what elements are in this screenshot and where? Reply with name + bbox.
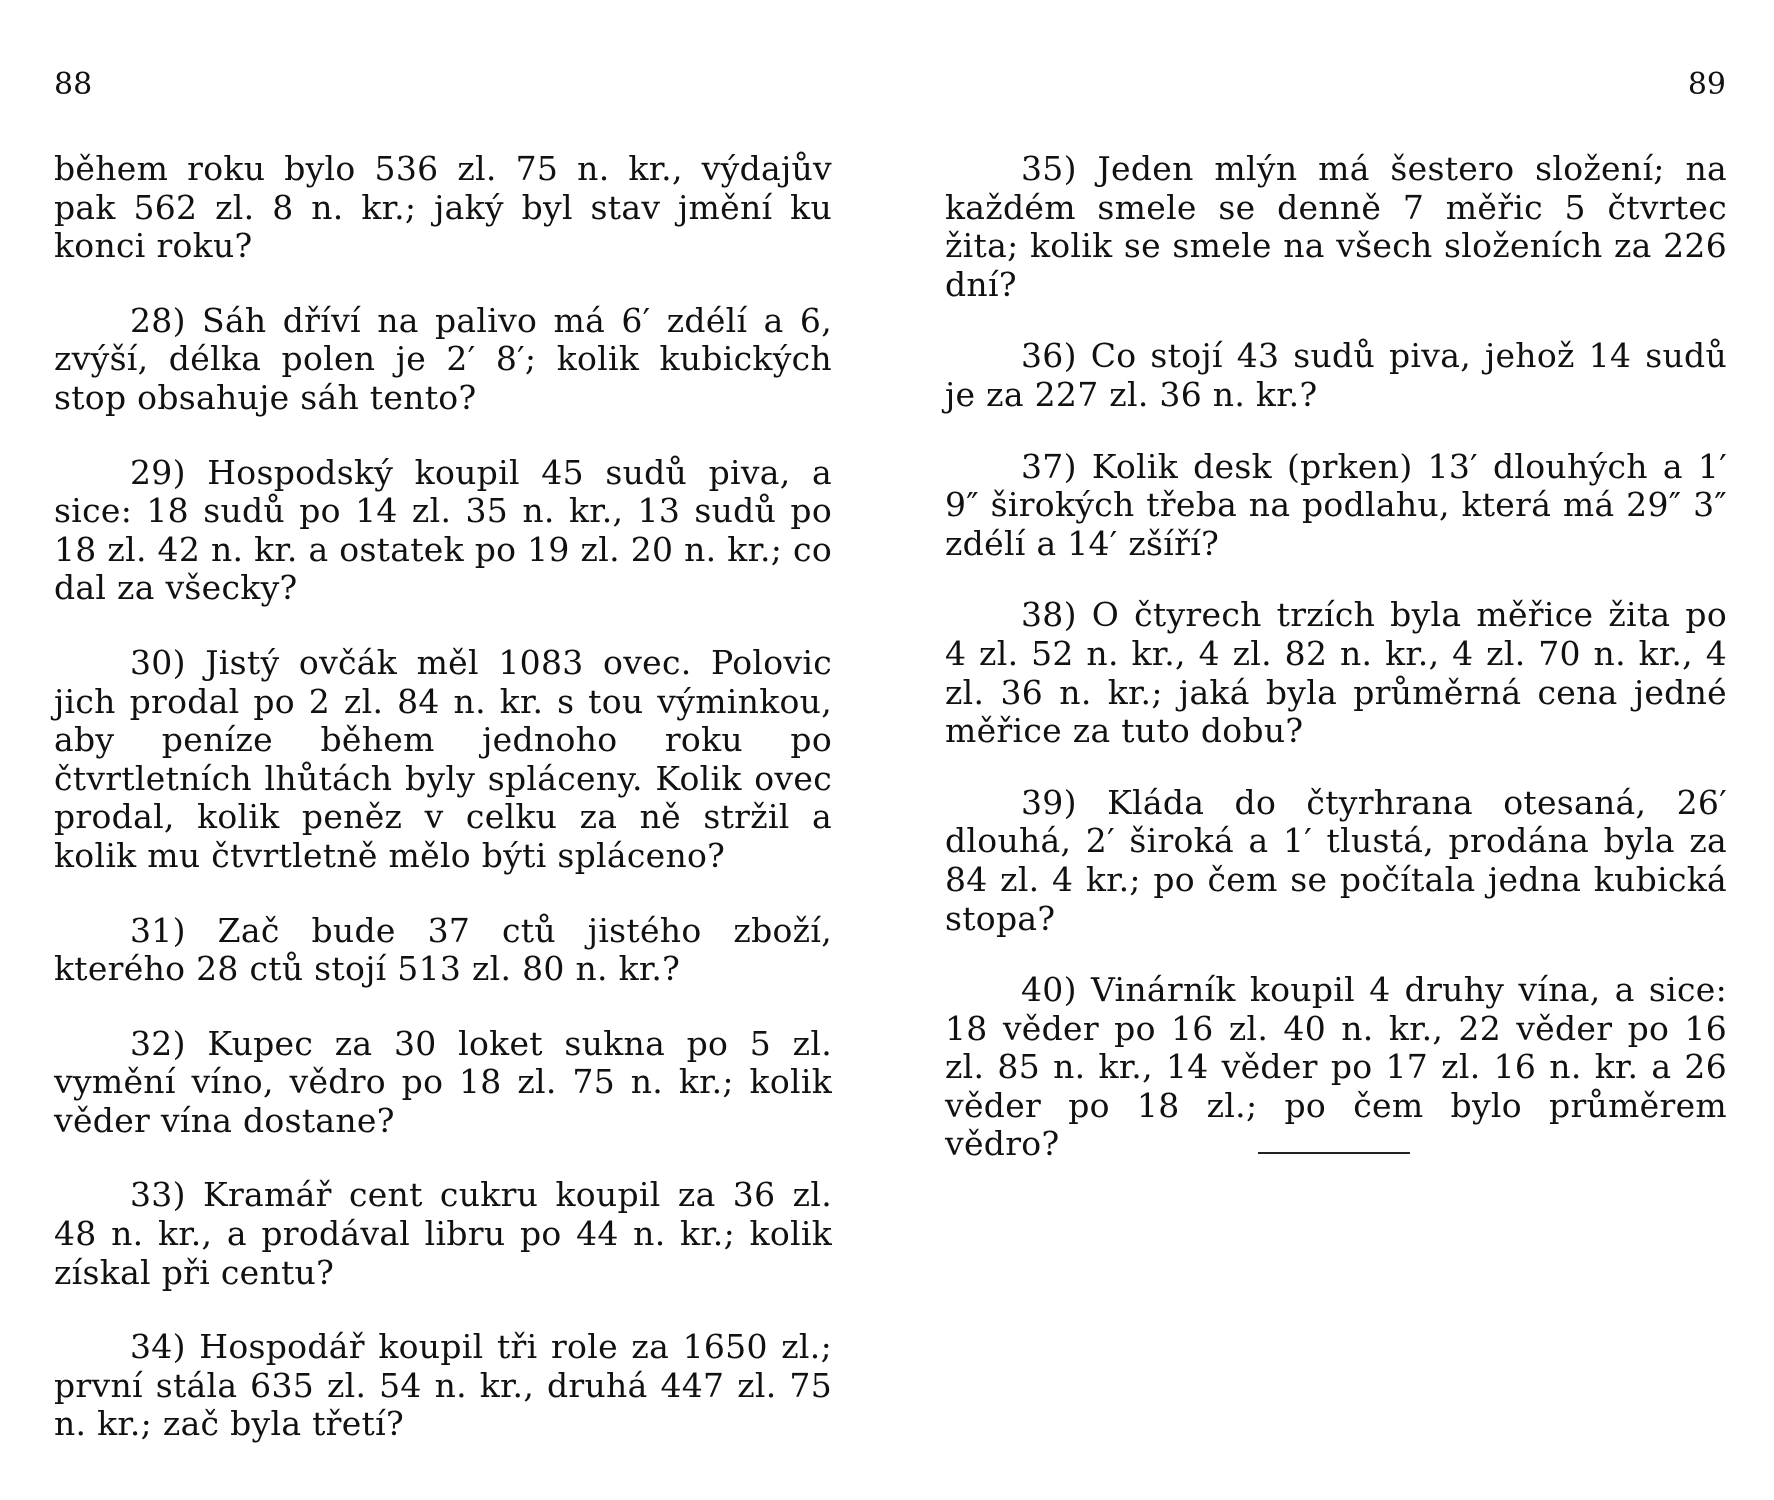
problem-28: 28) Sáh dříví na palivo má 6′ zdélí a 6, zvýší, délka polen je 2′ 8′; kolik kubických stop obsahuje sáh tento?	[54, 300, 832, 417]
problem-40: 40) Vinárník koupil 4 druhy vína, a sice: 18 věder po 16 zl. 40 n. kr., 22 věder po 16 zl. 85 n. kr., 14 věder po 17 zl. 16 n. kr. a 26 věder po 18 zl.; po čem bylo průměrem vědro?	[945, 970, 1727, 1164]
problem-39: 39) Kláda do čtyrhrana otesaná, 26′ dlouhá, 2′ široká a 1′ tlustá, prodána byla za 84 zl. 4 kr.; po čem se počítala jedna kubická stopa?	[945, 782, 1727, 938]
page-number-left: 88	[54, 67, 93, 102]
problem-36: 36) Co stojí 43 sudů piva, jehož 14 sudů je za 227 zl. 36 n. kr.?	[945, 336, 1727, 414]
section-end-rule	[1258, 1152, 1410, 1154]
page-number-right: 89	[1687, 67, 1726, 102]
problem-30: 30) Jistý ovčák měl 1083 ovec. Polovic jich prodal po 2 zl. 84 n. kr. s tou výminkou, aby peníze během jednoho roku po čtvrtletních lhůtách byly spláceny. Kolik ovec prodal, kolik peněz v celku za ně stržil a kolik mu čtvrtletně mělo býti spláceno?	[54, 642, 832, 875]
problem-33: 33) Kramář cent cukru koupil za 36 zl. 48 n. kr., a prodával libru po 44 n. kr.; kolik získal při centu?	[54, 1175, 832, 1292]
problem-37: 37) Kolik desk (prken) 13′ dlouhých a 1′ 9″ širokých třeba na podlahu, která má 29″ 3″ zdélí a 14′ zšíří?	[945, 446, 1727, 563]
left-page-text	[54, 150, 832, 1480]
problem-32: 32) Kupec za 30 loket sukna po 5 zl. vymění víno, vědro po 18 zl. 75 n. kr.; kolik věder vína dostane?	[54, 1023, 832, 1140]
problem-29: 29) Hospodský koupil 45 sudů piva, a sice: 18 sudů po 14 zl. 35 n. kr., 13 sudů po 18 zl. 42 n. kr. a ostatek po 19 zl. 20 n. kr.; co dal za všecky?	[54, 452, 832, 608]
problem-35: 35) Jeden mlýn má šestero složení; na každém smele se denně 7 měřic 5 čtvrtec žita; kolik se smele na všech složeních za 226 dní?	[945, 149, 1727, 304]
problem-34: 34) Hospodář koupil tři role za 1650 zl.; první stála 635 zl. 54 n. kr., druhá 447 zl. 75 n. kr.; zač byla třetí?	[54, 1327, 832, 1444]
paragraph-continuation: během roku bylo 536 zl. 75 n. kr., výdajův pak 562 zl. 8 n. kr.; jaký byl stav jmění ku konci roku?	[54, 149, 832, 266]
problem-38: 38) O čtyrech trzích byla měřice žita po 4 zl. 52 n. kr., 4 zl. 82 n. kr., 4 zl. 70 n. kr., 4 zl. 36 n. kr.; jaká byla průměrná cena jedné měřice za tuto dobu?	[945, 595, 1727, 751]
right-page-text	[945, 150, 1727, 1197]
problem-31: 31) Zač bude 37 ctů jistého zboží, kterého 28 ctů stojí 513 zl. 80 n. kr.?	[54, 910, 832, 989]
